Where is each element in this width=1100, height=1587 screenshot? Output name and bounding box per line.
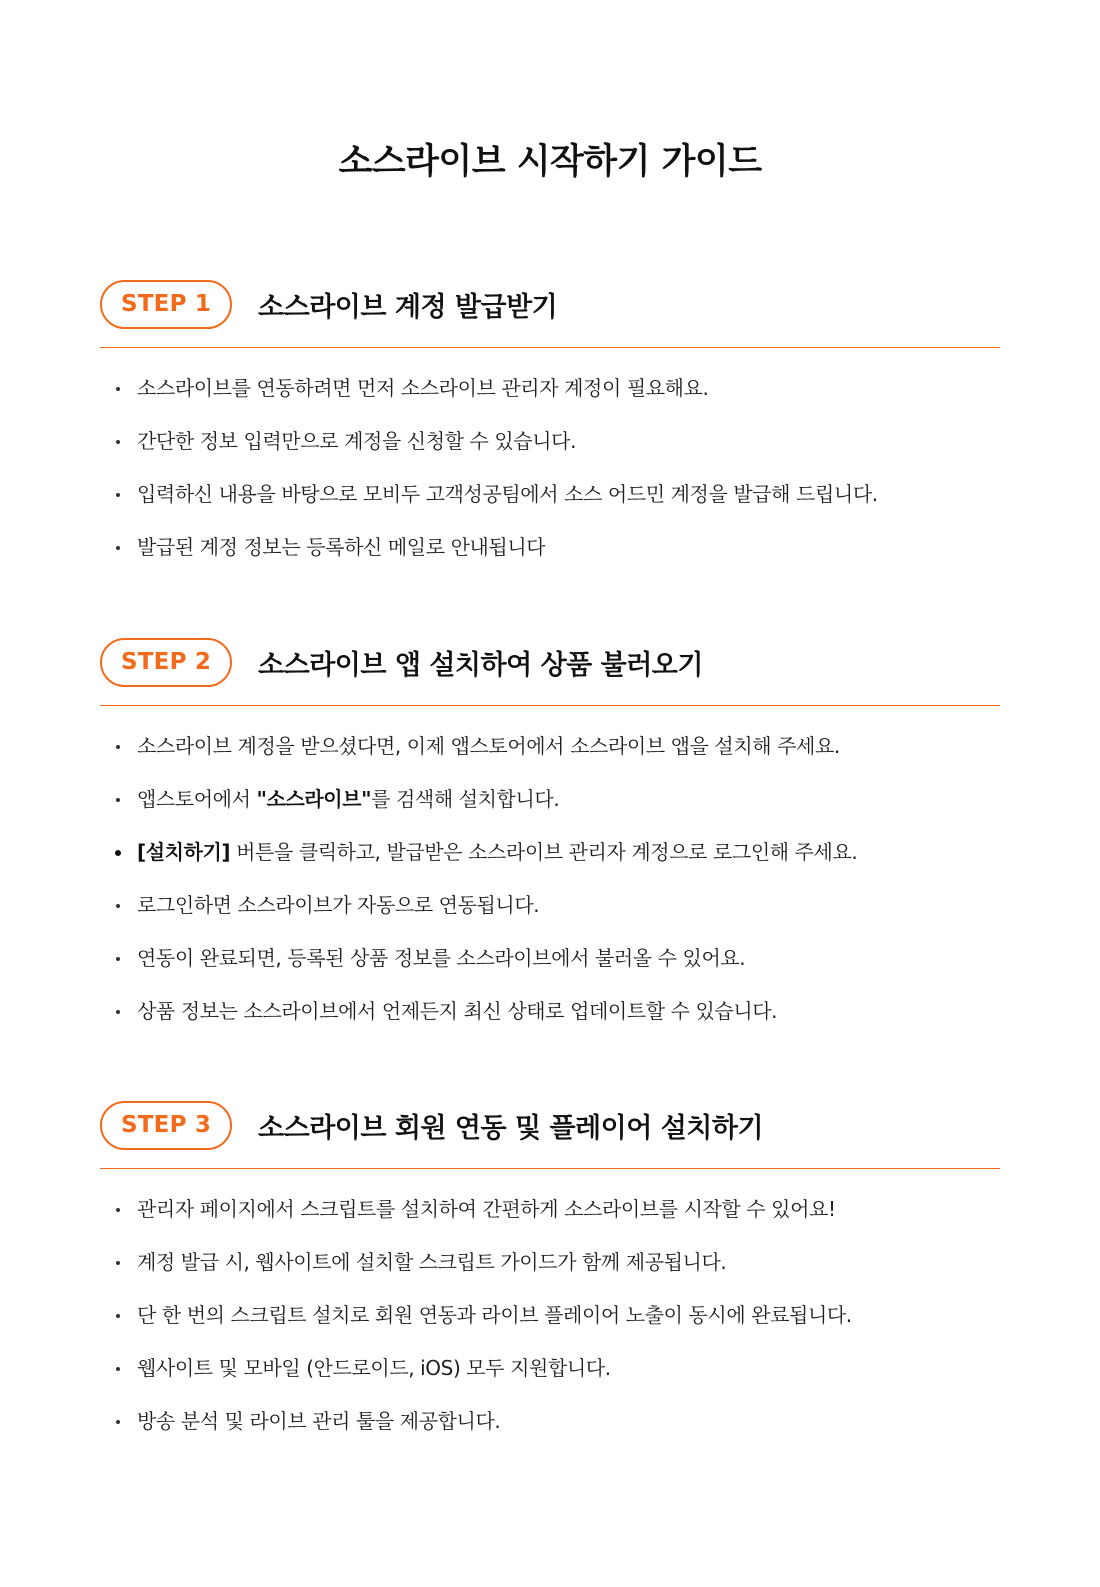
list-item	[100, 1236, 1000, 1289]
list-item	[100, 932, 1000, 985]
list-item	[100, 468, 1000, 521]
bullet-icon	[116, 745, 120, 749]
section-header	[100, 636, 1000, 688]
bullet-icon	[116, 387, 120, 391]
bullet-icon	[116, 957, 120, 961]
list-item	[100, 985, 1000, 1038]
list-item-suffix: 를 검색해 설치합니다.	[371, 787, 560, 811]
bullet-icon	[116, 1208, 120, 1212]
list-item-prefix: 앱스토어에서	[137, 787, 257, 811]
bullet-icon	[116, 1314, 120, 1318]
list-item-text: 소스라이브 계정을 받으셨다면, 이제 앱스토어에서 소스라이브 앱을 설치해 주세요.	[137, 734, 840, 758]
section-divider	[100, 705, 1000, 706]
step-1-section	[100, 278, 1000, 574]
section-title: 소스라이브 회원 연동 및 플레이어 설치하기	[258, 1112, 764, 1144]
list-item-text: 상품 정보는 소스라이브에서 언제든지 최신 상태로 업데이트할 수 있습니다.	[137, 999, 778, 1023]
list-item-text: 로그인하면 소스라이브가 자동으로 연동됩니다.	[137, 893, 540, 917]
section-title: 소스라이브 앱 설치하여 상품 불러오기	[258, 649, 703, 681]
list-item	[100, 1289, 1000, 1342]
step-2-section	[100, 636, 1000, 1038]
bullet-list	[100, 1183, 1000, 1448]
bullet-list	[100, 720, 1000, 1038]
list-item-text: 소스라이브를 연동하려면 먼저 소스라이브 관리자 계정이 필요해요.	[137, 376, 709, 400]
section-header	[100, 1099, 1000, 1151]
list-item-text: 웹사이트 및 모바일 (안드로이드, iOS) 모두 지원합니다.	[137, 1356, 611, 1380]
section-header	[100, 278, 1000, 330]
section-divider	[100, 1168, 1000, 1169]
list-item	[100, 521, 1000, 574]
bullet-icon	[116, 440, 120, 444]
bullet-icon	[116, 493, 120, 497]
list-item	[100, 362, 1000, 415]
list-item	[100, 826, 1000, 879]
page-title: 소스라이브 시작하기 가이드	[338, 142, 762, 182]
step-badge: STEP 3	[100, 1101, 232, 1150]
bullet-icon	[116, 904, 120, 908]
list-item-text: 관리자 페이지에서 스크립트를 설치하여 간편하게 소스라이브를 시작할 수 있어요!	[137, 1197, 836, 1221]
bullet-icon	[116, 1367, 120, 1371]
step-3-section	[100, 1099, 1000, 1448]
list-item	[100, 773, 1000, 826]
list-item-text: 단 한 번의 스크립트 설치로 회원 연동과 라이브 플레이어 노출이 동시에 완료됩니다.	[137, 1303, 852, 1327]
list-item-text: 방송 분석 및 라이브 관리 툴을 제공합니다.	[137, 1409, 501, 1433]
bullet-icon	[116, 1420, 120, 1424]
list-item-text: 발급된 계정 정보는 등록하신 메일로 안내됩니다	[137, 535, 546, 559]
bullet-icon	[115, 850, 121, 856]
bullet-icon	[116, 1261, 120, 1265]
list-item-text: 연동이 완료되면, 등록된 상품 정보를 소스라이브에서 불러올 수 있어요.	[137, 946, 746, 970]
list-item	[100, 1395, 1000, 1448]
section-title: 소스라이브 계정 발급받기	[258, 291, 558, 323]
list-item-text: 계정 발급 시, 웹사이트에 설치할 스크립트 가이드가 함께 제공됩니다.	[137, 1250, 727, 1274]
bullet-icon	[116, 798, 120, 802]
step-badge: STEP 2	[100, 638, 232, 687]
list-item-text: 입력하신 내용을 바탕으로 모비두 고객성공팀에서 소스 어드민 계정을 발급해 드립니다.	[137, 482, 878, 506]
step-badge: STEP 1	[100, 280, 232, 329]
list-item-bold: "소스라이브"	[256, 787, 372, 811]
bullet-icon	[116, 546, 120, 550]
bullet-icon	[116, 1010, 120, 1014]
list-item	[100, 415, 1000, 468]
section-divider	[100, 347, 1000, 348]
list-item-suffix: 버튼을 클릭하고, 발급받은 소스라이브 관리자 계정으로 로그인해 주세요.	[230, 840, 858, 864]
list-item	[100, 720, 1000, 773]
list-item	[100, 879, 1000, 932]
list-item	[100, 1183, 1000, 1236]
list-item	[100, 1342, 1000, 1395]
bullet-list	[100, 362, 1000, 574]
list-item-bold: [설치하기]	[137, 840, 231, 864]
list-item-text: 간단한 정보 입력만으로 계정을 신청할 수 있습니다.	[137, 429, 577, 453]
